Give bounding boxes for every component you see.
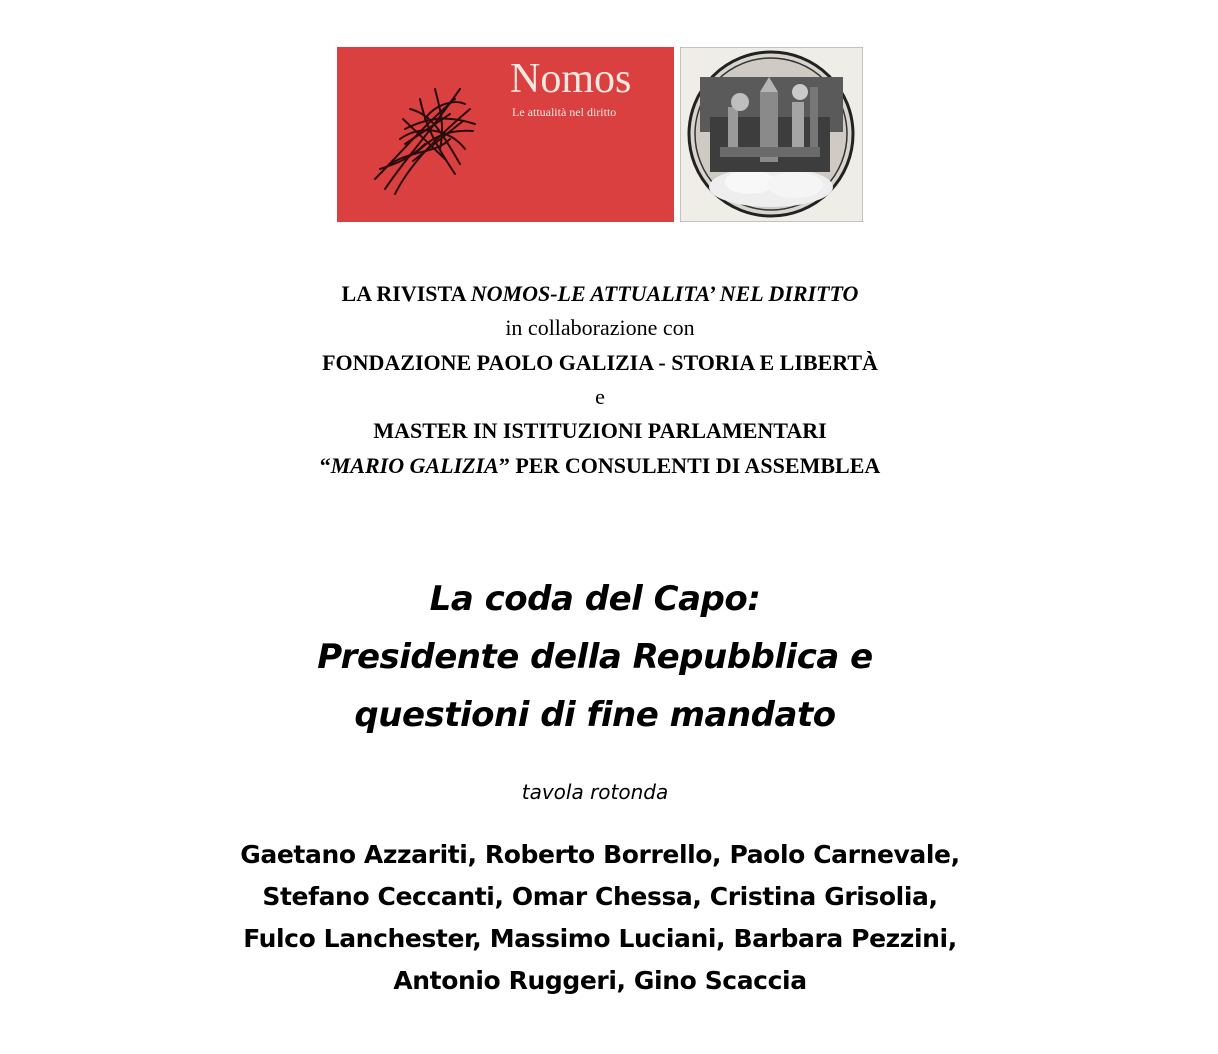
nomos-logo [337, 47, 674, 222]
title-line-1: La coda del Capo: [429, 579, 761, 619]
engraving-illustration [680, 47, 863, 222]
header-line-1 [0, 277, 1200, 311]
title-line-2: Presidente della Repubblica e [317, 637, 873, 677]
speaker-line-3: Fulco Lanchester, Massimo Luciani, Barbara Pezzini, [243, 924, 957, 953]
header-line-4: e [595, 384, 605, 409]
header-line-6-rest: ” PER CONSULENTI DI ASSEMBLEA [498, 453, 881, 478]
logo-title: Nomos [510, 56, 632, 102]
header-line-3: FONDAZIONE PAOLO GALIZIA - STORIA E LIBERTÀ [322, 350, 878, 375]
journal-name: NOMOS-LE ATTUALITA’ NEL DIRITTO [470, 281, 859, 306]
event-format: tavola rotonda [521, 780, 669, 804]
scribble-figure-icon [365, 69, 485, 199]
header-line-1-prefix: LA RIVISTA [341, 281, 471, 306]
event-title [0, 570, 1190, 744]
engraving-image [680, 47, 863, 222]
master-name: MARIO GALIZIA [330, 453, 499, 478]
logo-subtitle: Le attualità nel diritto [512, 105, 617, 119]
header-line-6 [0, 449, 1200, 483]
header-line-2: in collaborazione con [505, 315, 695, 340]
speaker-line-2: Stefano Ceccanti, Omar Chessa, Cristina Grisolia, [262, 882, 938, 911]
speaker-line-4: Antonio Ruggeri, Gino Scaccia [393, 966, 807, 995]
speaker-line-1: Gaetano Azzariti, Roberto Borrello, Paolo Carnevale, [240, 840, 960, 869]
header-line-5: MASTER IN ISTITUZIONI PARLAMENTARI [373, 418, 827, 443]
quote-open: “ [319, 453, 331, 478]
speaker-list [0, 834, 1200, 1002]
title-line-3: questioni di fine mandato [354, 695, 836, 735]
